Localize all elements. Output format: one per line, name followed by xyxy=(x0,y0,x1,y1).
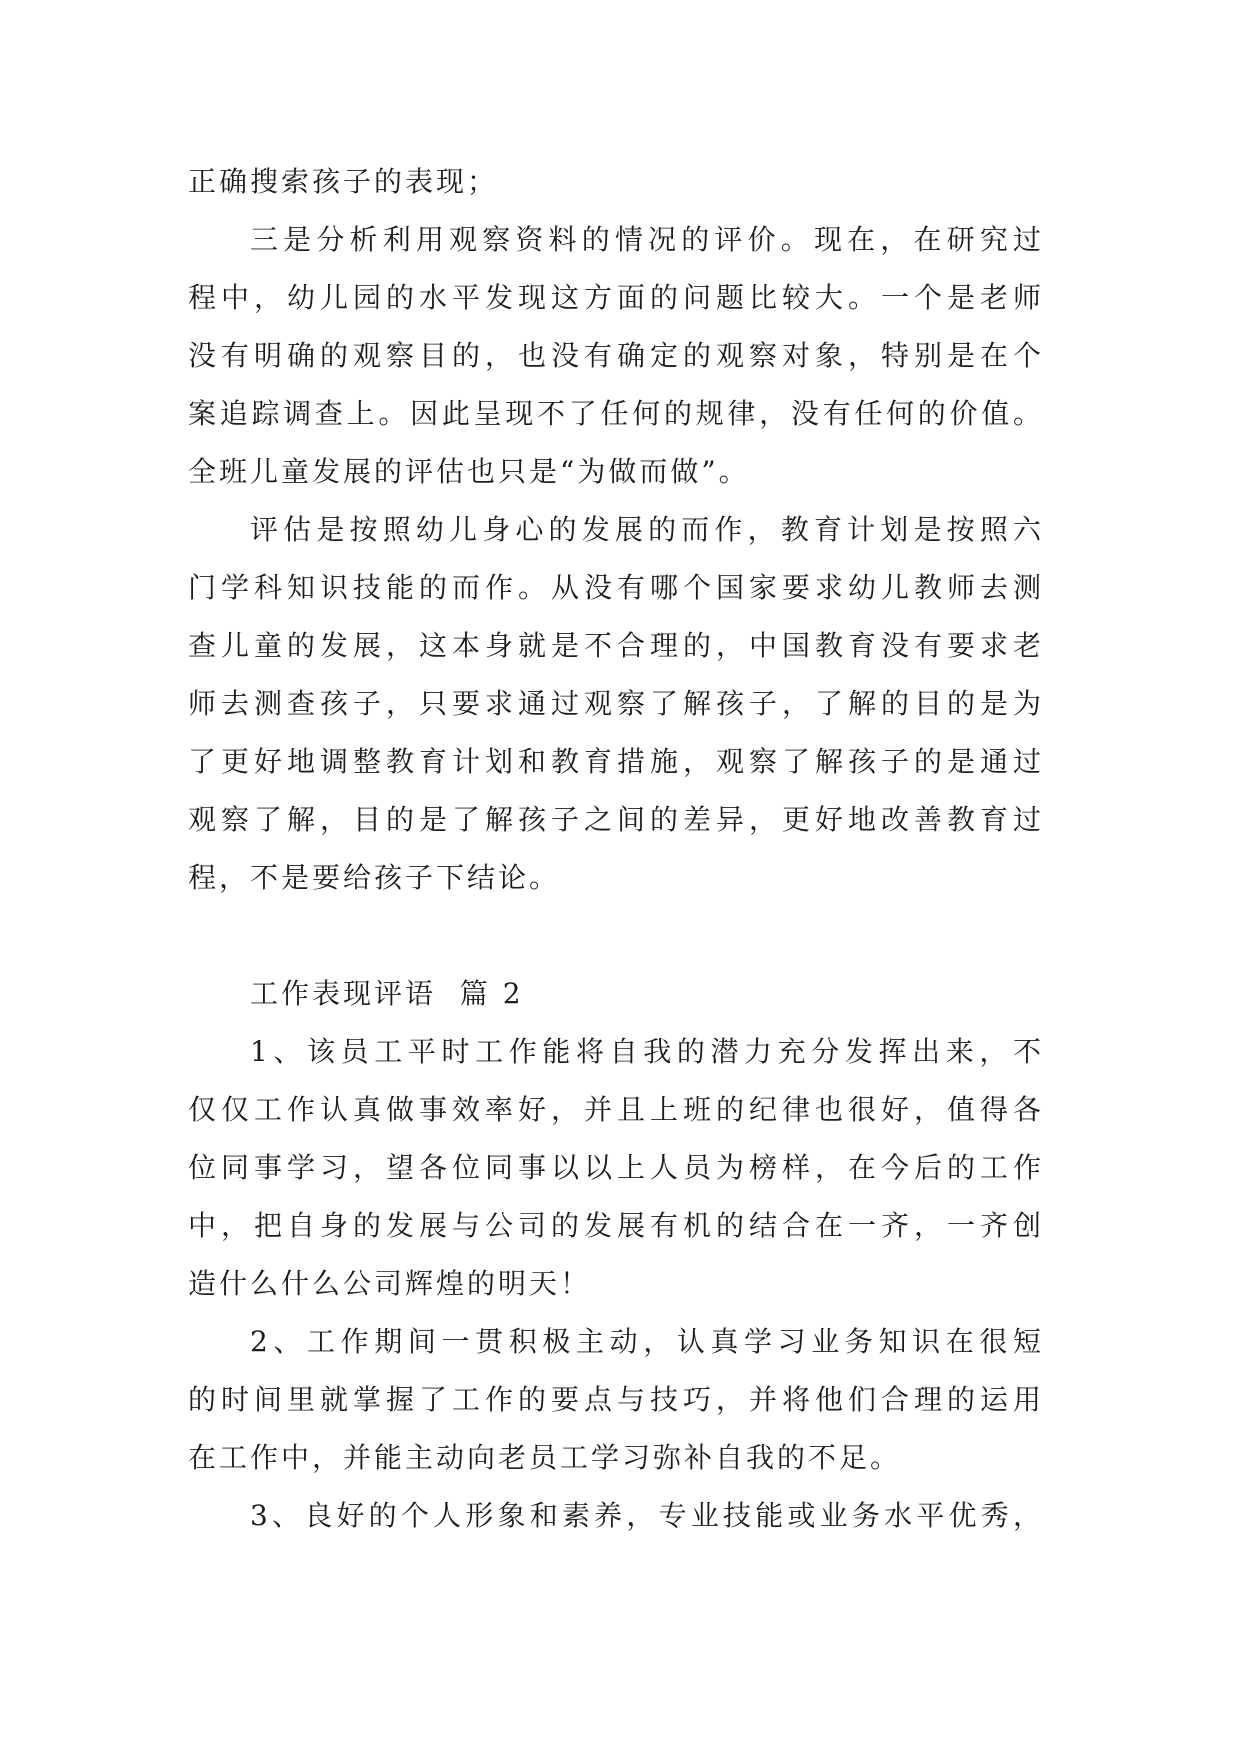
text-line: 没有明确的观察目的，也没有确定的观察对象，特别是在个 xyxy=(188,339,1044,372)
text-line: 全班儿童发展的评估也只是“为做而做”。 xyxy=(188,455,750,488)
paragraph xyxy=(188,153,1044,211)
text-line: 正确搜索孩子的表现； xyxy=(188,165,499,198)
text-line: 观察了解，目的是了解孩子之间的差异，更好地改善教育过 xyxy=(188,803,1044,836)
text-line: 案追踪调查上。因此呈现不了任何的规律，没有任何的价值。 xyxy=(188,397,1044,430)
paragraph xyxy=(188,1023,1044,1313)
text-line: 门学科知识技能的而作。从没有哪个国家要求幼儿教师去测 xyxy=(188,571,1044,604)
text-line: 位同事学习，望各位同事以以上人员为榜样，在今后的工作 xyxy=(188,1151,1044,1184)
text-line: 3、良好的个人形象和素养，专业技能或业务水平优秀， xyxy=(250,1499,1044,1532)
text-line: 在工作中，并能主动向老员工学习弥补自我的不足。 xyxy=(188,1441,902,1474)
text-line: 1、该员工平时工作能将自我的潜力充分发挥出来，不 xyxy=(250,1035,1044,1068)
text-line: 程中，幼儿园的水平发现这方面的问题比较大。一个是老师 xyxy=(188,281,1044,314)
text-line: 2、工作期间一贯积极主动，认真学习业务知识在很短 xyxy=(250,1325,1044,1358)
text-line: 仅仅工作认真做事效率好，并且上班的纪律也很好，值得各 xyxy=(188,1093,1044,1126)
text-line: 程，不是要给孩子下结论。 xyxy=(188,861,561,894)
text-line: 师去测查孩子，只要求通过观察了解孩子，了解的目的是为 xyxy=(188,687,1044,720)
section-heading: 工作表现评语 篇 2 xyxy=(250,977,524,1010)
text-line: 三是分析利用观察资料的情况的评价。现在，在研究过 xyxy=(250,223,1044,256)
paragraph xyxy=(188,1313,1044,1487)
text-line: 评估是按照幼儿身心的发展的而作，教育计划是按照六 xyxy=(250,513,1044,546)
document-body xyxy=(188,153,1044,1545)
paragraph xyxy=(188,211,1044,501)
text-line: 了更好地调整教育计划和教育措施，观察了解孩子的是通过 xyxy=(188,745,1044,778)
text-line: 造什么什么公司辉煌的明天！ xyxy=(188,1267,592,1300)
paragraph xyxy=(188,1487,1044,1545)
text-line: 查儿童的发展，这本身就是不合理的，中国教育没有要求老 xyxy=(188,629,1044,662)
paragraph xyxy=(188,501,1044,907)
text-line: 中，把自身的发展与公司的发展有机的结合在一齐，一齐创 xyxy=(188,1209,1044,1242)
text-line: 的时间里就掌握了工作的要点与技巧，并将他们合理的运用 xyxy=(188,1383,1044,1416)
section-spacer xyxy=(188,907,1044,965)
